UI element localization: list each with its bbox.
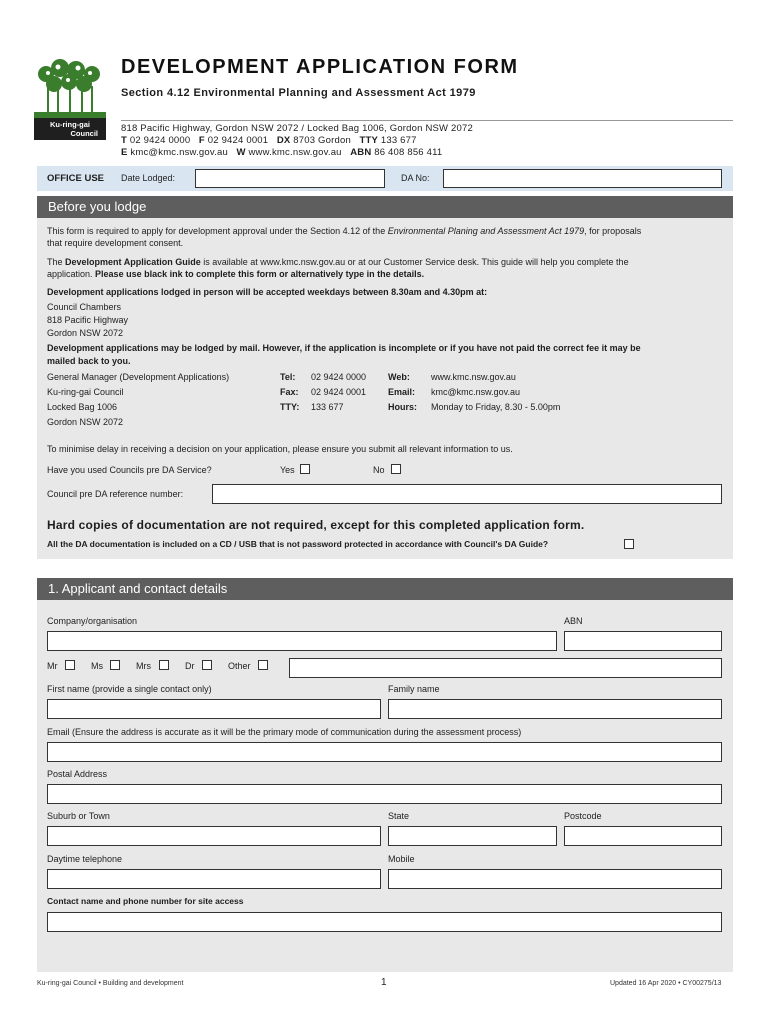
form-title: DEVELOPMENT APPLICATION FORM [121, 56, 519, 78]
postal-address-field[interactable] [47, 784, 722, 804]
pre-da-question: Have you used Councils pre DA Service? [47, 465, 212, 475]
company-label: Company/organisation [47, 616, 138, 626]
title-mr-label: Mr [47, 661, 58, 671]
title-ms-label: Ms [91, 661, 103, 671]
email-field-label: Email (Ensure the address is accurate as it will be the primary mode of communication during the assessment process) [47, 727, 522, 737]
tty-label: TTY: [280, 402, 300, 412]
council-logo [34, 56, 106, 140]
abn-label: ABN [564, 616, 583, 626]
web-value: www.kmc.nsw.gov.au [431, 372, 516, 382]
footer-right: Updated 16 Apr 2020 • CY00275/13 [610, 980, 722, 987]
header-divider [121, 120, 733, 121]
date-lodged-label: Date Lodged: [121, 173, 176, 183]
title-mrs-checkbox[interactable] [159, 660, 169, 670]
tty-value: 133 677 [311, 402, 344, 412]
suburb-field[interactable] [47, 826, 381, 846]
pre-da-yes-checkbox[interactable] [300, 464, 310, 474]
family-name-field[interactable] [388, 699, 722, 719]
hours-value: Monday to Friday, 8.30 - 5.00pm [431, 402, 561, 412]
abn-field[interactable] [564, 631, 722, 651]
person-address-1: Council Chambers [47, 302, 122, 312]
intro-paragraph: This form is required to apply for development approval under the Section 4.12 of the Environmental Planing and Assessment Act 1979, for proposals [47, 226, 642, 236]
lodge-by-mail-text-line2: mailed back to you. [47, 356, 131, 366]
first-name-field[interactable] [47, 699, 381, 719]
mobile-field[interactable] [388, 869, 722, 889]
title-dr-label: Dr [185, 661, 195, 671]
pre-da-ref-field[interactable] [212, 484, 722, 504]
email-label: Email: [388, 387, 416, 397]
no-label: No [373, 465, 385, 475]
council-web-line: E kmc@kmc.nsw.gov.au W www.kmc.nsw.gov.au ABN 86 408 856 411 [121, 147, 443, 158]
applicant-details-heading: 1. Applicant and contact details [37, 578, 733, 600]
minimise-delay-text: To minimise delay in receiving a decision on your application, please ensure you submit all relevant information to us. [47, 444, 513, 454]
before-you-lodge-heading: Before you lodge [37, 196, 733, 218]
date-lodged-field[interactable] [195, 169, 385, 188]
site-access-field[interactable] [47, 912, 722, 932]
tel-label: Tel: [280, 372, 296, 382]
svg-text:Ku-ring-gai: Ku-ring-gai [50, 120, 90, 129]
cd-usb-question: All the DA documentation is included on a CD / USB that is not password protected in accordance with Council's DA Guide? [47, 539, 549, 549]
first-name-label: First name (provide a single contact only) [47, 684, 212, 694]
title-other-checkbox[interactable] [258, 660, 268, 670]
pre-da-no-checkbox[interactable] [391, 464, 401, 474]
mail-address-2: Ku-ring-gai Council [47, 387, 124, 397]
guide-paragraph: The Development Application Guide is available at www.kmc.nsw.gov.au or at our Customer Service desk. This guide will help you complete the [47, 257, 629, 267]
family-name-label: Family name [388, 684, 440, 694]
suburb-label: Suburb or Town [47, 811, 110, 821]
cd-usb-checkbox[interactable] [624, 539, 634, 549]
pre-da-ref-label: Council pre DA reference number: [47, 489, 184, 499]
site-access-label: Contact name and phone number for site access [47, 896, 244, 906]
daytime-phone-field[interactable] [47, 869, 381, 889]
hard-copies-heading: Hard copies of documentation are not required, except for this completed application form. [47, 518, 585, 532]
postal-address-label: Postal Address [47, 769, 108, 779]
svg-text:Council: Council [70, 129, 98, 138]
person-address-2: 818 Pacific Highway [47, 315, 129, 325]
section-gap [37, 559, 733, 578]
tel-value: 02 9424 0000 [311, 372, 367, 382]
footer-left: Ku-ring-gai Council • Building and development [37, 980, 184, 987]
title-mrs-label: Mrs [136, 661, 151, 671]
yes-label: Yes [280, 465, 295, 475]
state-label: State [388, 811, 410, 821]
title-ms-checkbox[interactable] [110, 660, 120, 670]
office-use-label: OFFICE USE [47, 173, 105, 184]
person-address-3: Gordon NSW 2072 [47, 328, 124, 338]
email-field[interactable] [47, 742, 722, 762]
company-field[interactable] [47, 631, 557, 651]
title-other-field[interactable] [289, 658, 722, 678]
intro-paragraph-line2: that require development consent. [47, 238, 184, 248]
fax-label: Fax: [280, 387, 299, 397]
email-value: kmc@kmc.nsw.gov.au [431, 387, 520, 397]
hours-label: Hours: [388, 402, 417, 412]
da-no-field[interactable] [443, 169, 722, 188]
guide-paragraph-line2: application. Please use black ink to complete this form or alternatively type in the details. [47, 269, 425, 279]
title-mr-checkbox[interactable] [65, 660, 75, 670]
postcode-label: Postcode [564, 811, 602, 821]
mail-address-1: General Manager (Development Applications) [47, 372, 230, 382]
mobile-label: Mobile [388, 854, 415, 864]
title-other-label: Other [228, 661, 251, 671]
mail-address-3: Locked Bag 1006 [47, 402, 118, 412]
lodge-by-mail-text: Development applications may be lodged by mail. However, if the application is incomplete or if you have not paid the correct fee it may be [47, 343, 641, 353]
mail-address-4: Gordon NSW 2072 [47, 417, 124, 427]
state-field[interactable] [388, 826, 557, 846]
fax-value: 02 9424 0001 [311, 387, 367, 397]
lodge-in-person-text: Development applications lodged in person will be accepted weekdays between 8.30am and 4.30pm at: [47, 287, 488, 297]
form-subtitle: Section 4.12 Environmental Planning and Assessment Act 1979 [121, 87, 476, 99]
daytime-phone-label: Daytime telephone [47, 854, 123, 864]
title-dr-checkbox[interactable] [202, 660, 212, 670]
web-label: Web: [388, 372, 410, 382]
postcode-field[interactable] [564, 826, 722, 846]
council-address: 818 Pacific Highway, Gordon NSW 2072 / Locked Bag 1006, Gordon NSW 2072 [121, 123, 473, 134]
page-number: 1 [381, 977, 387, 988]
da-no-label: DA No: [401, 173, 430, 183]
council-phone-line: T 02 9424 0000 F 02 9424 0001 DX 8703 Gordon TTY 133 677 [121, 135, 417, 146]
